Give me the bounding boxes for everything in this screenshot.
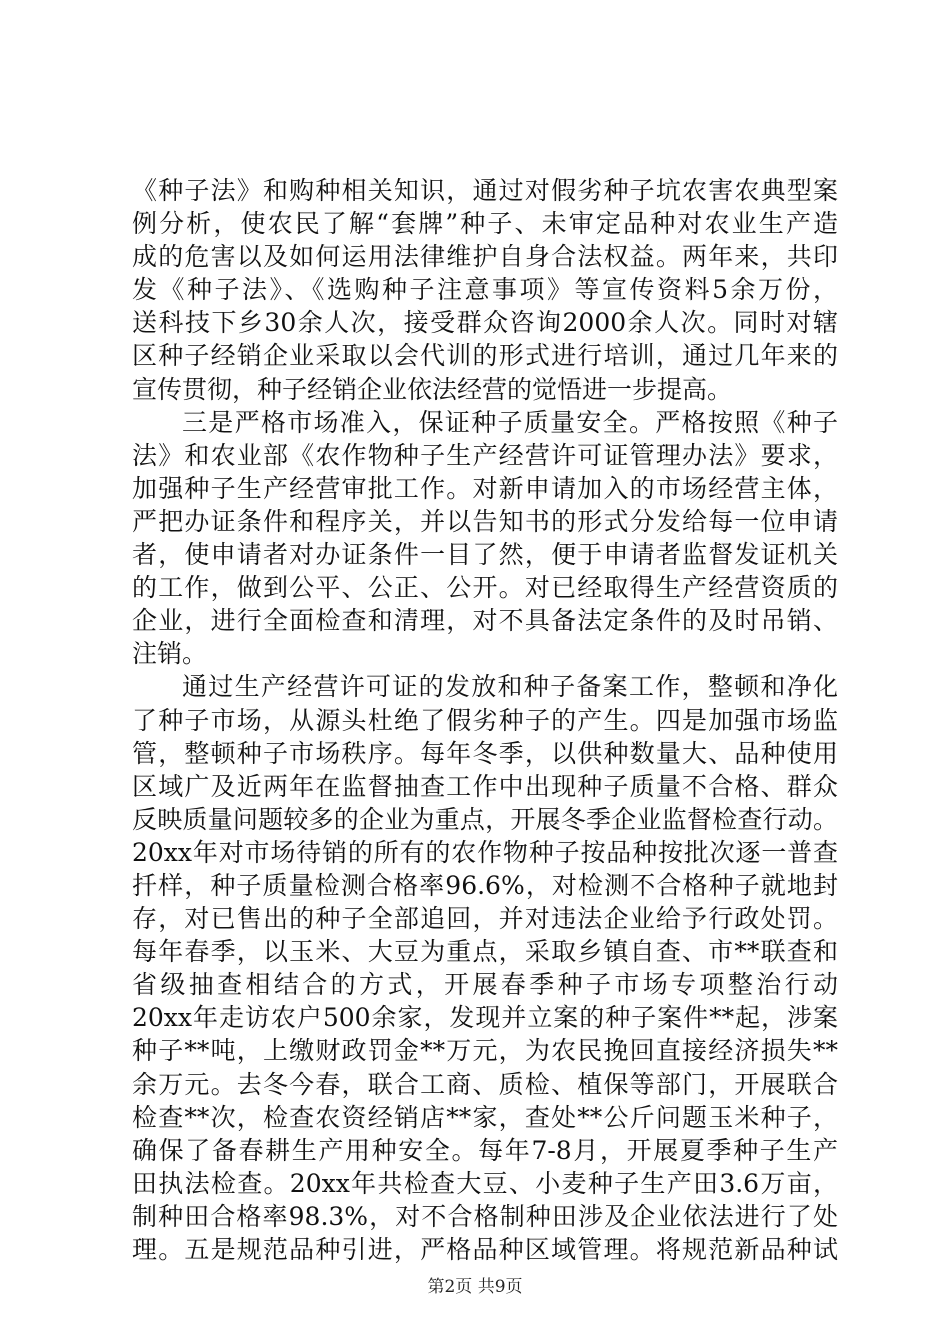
text-line: 20xx年走访农户500余家，发现并立案的种子案件**起，涉案 [132, 1003, 838, 1033]
text-line: 田执法检查。20xx年共检查大豆、小麦种子生产田3.6万亩， [132, 1168, 838, 1198]
text-line: 宣传贯彻，种子经销企业依法经营的觉悟进一步提高。 [132, 374, 733, 404]
text-line: 余万元。去冬今春，联合工商、质检、植保等部门，开展联合 [132, 1069, 838, 1099]
page-footer: 第2页 共9页 [427, 1277, 523, 1297]
text-line: 扦样，种子质量检测合格率96.6%，对检测不合格种子就地封 [132, 870, 838, 900]
text-line: 者，使申请者对办证条件一目了然，便于申请者监督发证机关 [132, 540, 838, 570]
text-line: 加强种子生产经营审批工作。对新申请加入的市场经营主体， [132, 473, 838, 503]
text-line: 法》和农业部《农作物种子生产经营许可证管理办法》要求， [132, 440, 838, 470]
text-line: 反映质量问题较多的企业为重点，开展冬季企业监督检查行动。 [132, 804, 838, 834]
document-body [132, 174, 838, 1266]
text-line: 管，整顿种子市场秩序。每年冬季，以供种数量大、品种使用 [132, 738, 838, 768]
text-line: 种子**吨，上缴财政罚金**万元，为农民挽回直接经济损失** [132, 1036, 838, 1066]
text-line: 确保了备春耕生产用种安全。每年7-8月，开展夏季种子生产 [132, 1135, 838, 1165]
text-line: 严把办证条件和程序关，并以告知书的形式分发给每一位申请 [132, 506, 838, 536]
paragraph-start-line: 通过生产经营许可证的发放和种子备案工作，整顿和净化 [182, 672, 838, 702]
text-line: 每年春季，以玉米、大豆为重点，采取乡镇自查、市**联查和 [132, 937, 838, 967]
text-line: 区种子经销企业采取以会代训的形式进行培训，通过几年来的 [132, 341, 838, 371]
text-line: 成的危害以及如何运用法律维护自身合法权益。两年来，共印 [132, 242, 838, 272]
text-line: 检查**次，检查农资经销店**家，查处**公斤问题玉米种子， [132, 1102, 838, 1132]
text-line: 理。五是规范品种引进，严格品种区域管理。将规范新品种试 [132, 1235, 838, 1264]
text-line: 的工作，做到公平、公正、公开。对已经取得生产经营资质的 [132, 573, 838, 603]
text-line: 20xx年对市场待销的所有的农作物种子按品种按批次逐一普查 [132, 837, 838, 867]
text-line: 企业，进行全面检查和清理，对不具备法定条件的及时吊销、 [132, 606, 838, 636]
text-line: 存，对已售出的种子全部追回，并对违法企业给予行政处罚。 [132, 904, 838, 934]
text-line: 例分析，使农民了解“套牌”种子、未审定品种对农业生产造 [132, 209, 838, 239]
text-line: 注销。 [132, 639, 208, 669]
paragraph-start-line: 三是严格市场准入，保证种子质量安全。严格按照《种子 [182, 407, 838, 437]
text-line: 《种子法》和购种相关知识，通过对假劣种子坑农害农典型案 [132, 176, 838, 205]
text-line: 了种子市场，从源头杜绝了假劣种子的产生。四是加强市场监 [132, 705, 838, 735]
text-line: 区域广及近两年在监督抽查工作中出现种子质量不合格、群众 [132, 771, 838, 801]
text-line: 制种田合格率98.3%，对不合格制种田涉及企业依法进行了处 [132, 1201, 838, 1231]
text-line: 送科技下乡30余人次，接受群众咨询2000余人次。同时对辖 [132, 308, 838, 338]
text-line: 发《种子法》、《选购种子注意事项》等宣传资料5余万份， [132, 275, 838, 305]
text-line: 省级抽查相结合的方式，开展春季种子市场专项整治行动 [132, 970, 838, 1000]
